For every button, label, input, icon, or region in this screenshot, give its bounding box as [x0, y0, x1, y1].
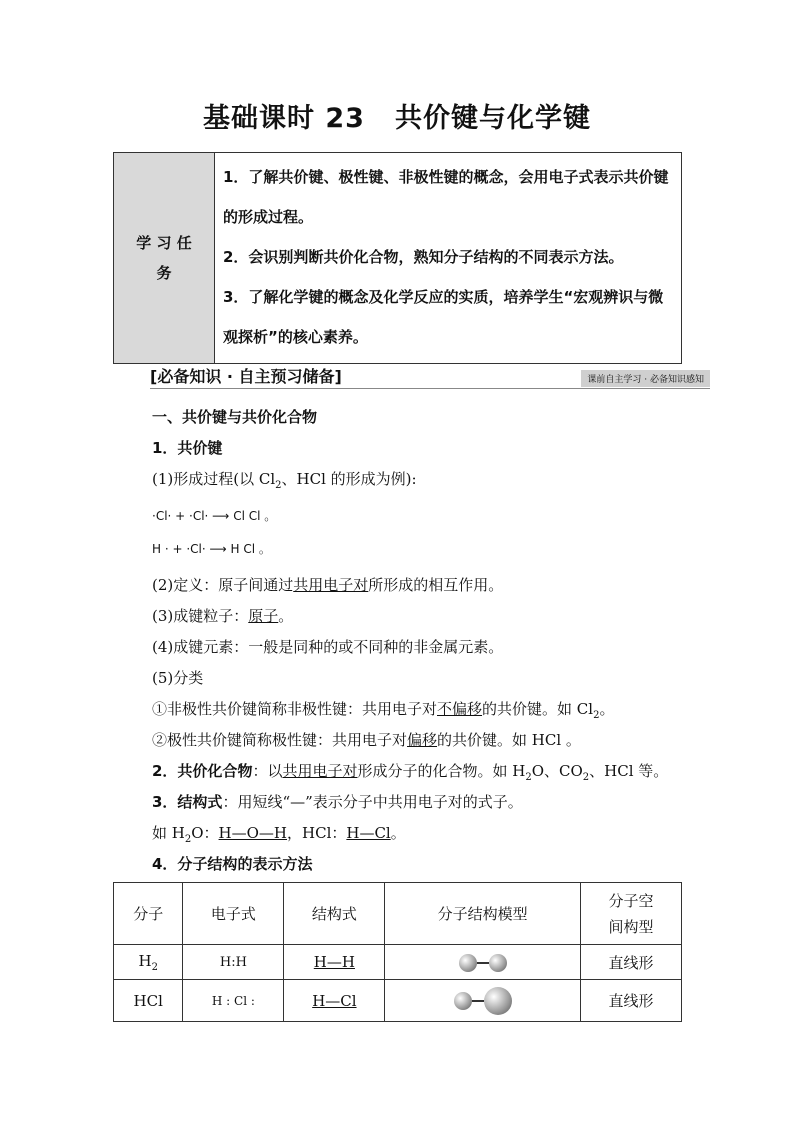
section-title: [必备知识 · 自主预习储备] [150, 367, 342, 386]
para-polar: ②极性共价键简称极性键：共用电子对偏移的共价键。如 HCl 。 [152, 731, 581, 749]
para-particles: (3)成键粒子：原子。 [152, 607, 294, 625]
equation-hcl: H · + ·Cl· ⟶ H Cl 。 [152, 542, 271, 556]
col-header: 电子式 [183, 883, 284, 945]
para-formation: (1)形成过程(以 $Cl_2$、HCl 的形成为例): [152, 470, 417, 491]
para-covalent-compound: 2．共价化合物：以共用电子对形成分子的化合物。如 $H_2O$、$CO_2$、HCl 等。 [152, 762, 669, 783]
title-sub: 共价键与化学键 [394, 103, 591, 134]
task-label: 学 习 任 务 [114, 153, 215, 364]
heading-2: 1．共价键 [152, 439, 223, 457]
para-elements: (4)成键元素：一般是同种的或不同种的非金属元素。 [152, 638, 504, 656]
heading-4: 4．分子结构的表示方法 [152, 855, 313, 873]
title-main: 基础课时 23 [203, 103, 365, 134]
para-structural-formula: 3．结构式：用短线“—”表示分子中共用电子对的式子。 [152, 793, 523, 811]
heading-1: 一、共价键与共价化合物 [152, 408, 318, 426]
col-header: 结构式 [284, 883, 385, 945]
col-header: 分子 [114, 883, 183, 945]
col-header: 分子结构模型 [385, 883, 581, 945]
para-classification: (5)分类 [152, 669, 204, 687]
h2-model [385, 945, 581, 980]
para-example: 如 $H_2O$：H—O—H，HCl：H—Cl。 [152, 824, 406, 845]
molecule-table [113, 882, 682, 1022]
page-title [0, 96, 794, 135]
para-nonpolar: ①非极性共价键简称非极性键：共用电子对不偏移的共价键。如 $Cl_2$。 [152, 700, 615, 721]
section-header [150, 364, 710, 390]
task-item: 2．会识别判断共价化合物，熟知分子结构的不同表示方法。 [223, 248, 624, 266]
task-item: 3．了解化学键的概念及化学反应的实质，培养学生“宏观辨识与微观探析”的核心素养。 [223, 288, 664, 346]
task-item: 1．了解共价键、极性键、非极性键的概念，会用电子式表示共价键的形成过程。 [223, 168, 669, 226]
para-definition: (2)定义：原子间通过共用电子对所形成的相互作用。 [152, 576, 504, 594]
table-row: $H_2$ H:H H—H 直线形 [114, 945, 682, 980]
task-content [215, 153, 682, 364]
col-header: 分子空 间构型 [580, 883, 681, 945]
equation-cl2: ·Cl· + ·Cl· ⟶ Cl Cl 。 [152, 509, 277, 523]
section-tag: 课前自主学习 · 必备知识感知 [581, 370, 710, 387]
learning-task-box [113, 152, 682, 364]
hcl-model [385, 980, 581, 1022]
table-row: HCl H : Cl : H—Cl 直线形 [114, 980, 682, 1022]
